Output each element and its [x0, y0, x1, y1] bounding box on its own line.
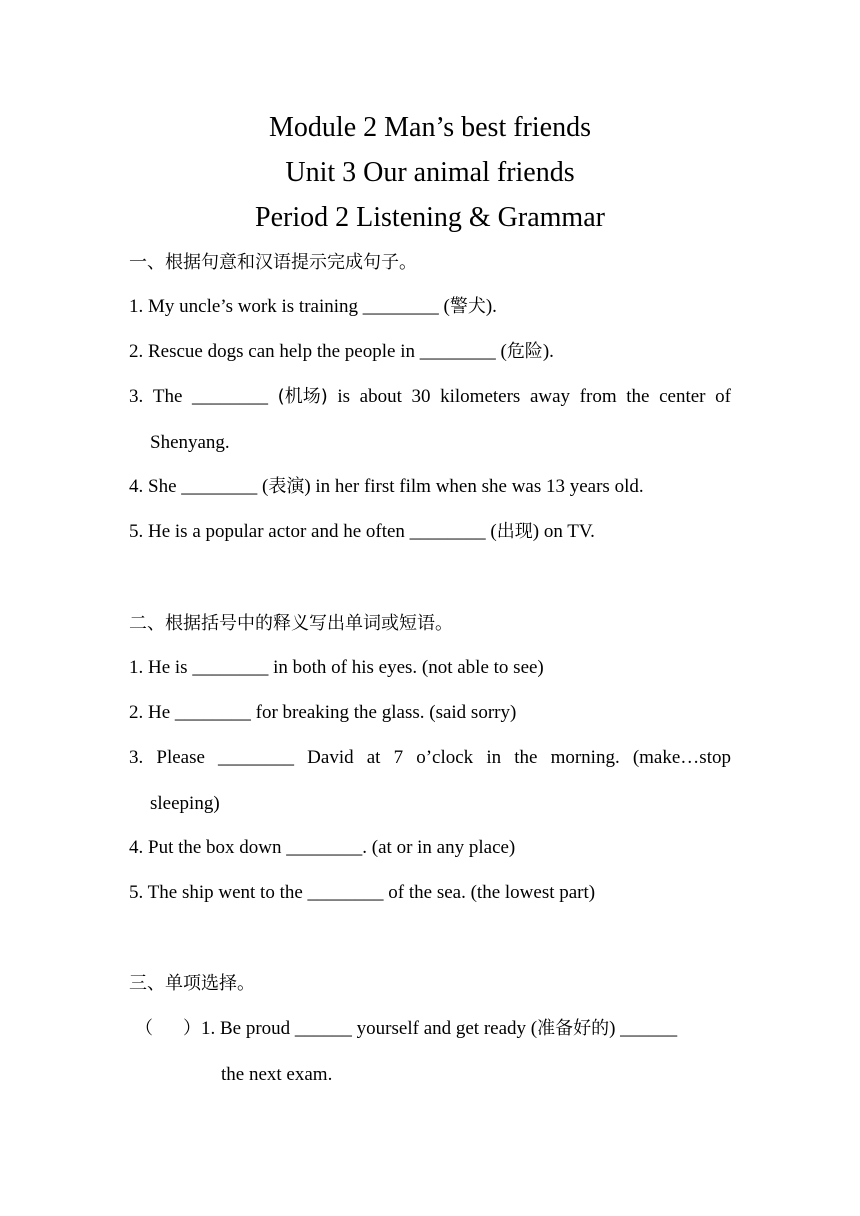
s1-question-3-continued: Shenyang.: [150, 432, 230, 453]
section1-heading: 一、根据句意和汉语提示完成句子。: [129, 252, 417, 273]
s2-question-4: 4. Put the box down ________. (at or in any place): [129, 837, 516, 858]
s3-question-1: （ ）1. Be proud ______ yourself and get ready (准备好的) ______: [135, 1018, 678, 1039]
s2-question-5: 5. The ship went to the ________ of the sea. (the lowest part): [129, 882, 596, 903]
title-unit: Unit 3 Our animal friends: [285, 157, 575, 188]
s1-question-4: 4. She ________ (表演) in her first film when she was 13 years old.: [129, 476, 644, 497]
answer-bracket-close: ）: [183, 1018, 201, 1039]
s1-question-5: 5. He is a popular actor and he often ________ (出现) on TV.: [129, 521, 595, 542]
s3-question-1-continued: the next exam.: [221, 1064, 333, 1085]
section3-heading: 三、单项选择。: [129, 973, 255, 994]
s1-question-1: 1. My uncle’s work is training ________ (警犬).: [129, 296, 497, 317]
title-period: Period 2 Listening & Grammar: [255, 202, 605, 233]
s2-question-3-continued: sleeping): [150, 793, 220, 814]
section2-heading: 二、根据括号中的释义写出单词或短语。: [129, 613, 453, 634]
s2-question-1: 1. He is ________ in both of his eyes. (not able to see): [129, 657, 544, 678]
s1-question-2: 2. Rescue dogs can help the people in ________ (危险).: [129, 341, 554, 362]
answer-bracket-open: （: [135, 1018, 153, 1039]
s2-question-2: 2. He ________ for breaking the glass. (said sorry): [129, 702, 517, 723]
s2-question-3: 3. Please ________ David at 7 o’clock in the morning. (make…stop: [129, 747, 731, 768]
s1-question-3: 3. The ________ (机场) is about 30 kilometers away from the center of: [129, 386, 731, 407]
title-module: Module 2 Man’s best friends: [269, 112, 591, 143]
